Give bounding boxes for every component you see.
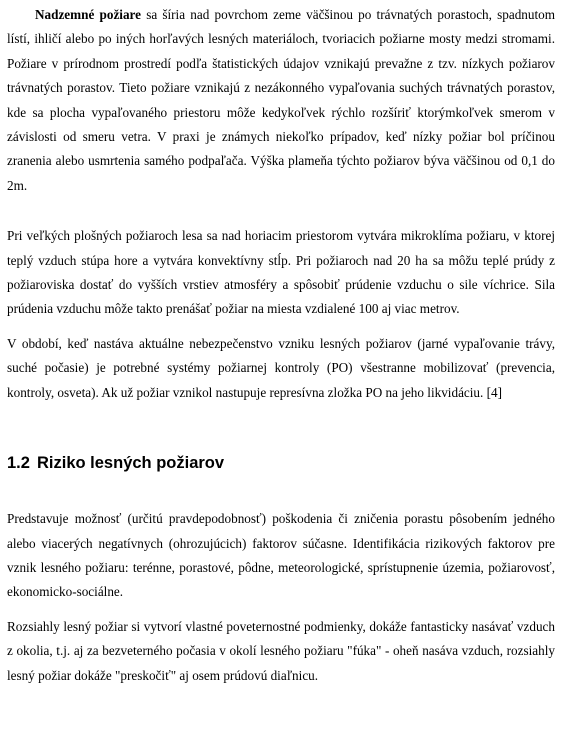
paragraph-surface-fires (7, 0, 555, 198)
paragraph-large-fires: Pri veľkých plošných požiaroch lesa sa nad horiacim priestorom vytvára mikroklíma požiaru, v ktorej teplý vzduch stúpa hore a vytvára konvektívny stĺp. Pri požiaroch nad 20 ha sa môžu teplé prúdy z požiaroviska dostať do vyšších vrstiev atmosféry a spôsobiť prúdenie vzduchu o sile víchrice. Sila prúdenia vzduchu môže takto prenášať požiar na miesta vzdialené 100 aj viac metrov. (7, 228, 555, 317)
section-heading (7, 451, 555, 475)
section-number: 1.2 (7, 454, 30, 473)
paragraph-risk-definition: Predstavuje možnosť (určitú pravdepodobnosť) poškodenia či zničenia porastu pôsobením jedného alebo viacerých negatívnych (ohrozujúcich) faktorov súčasne. Identifikácia rizikových faktorov pre vznik lesného požiaru: terénne, porastové, pôdne, meteorologické, sprístupnenie územia, požiarovosť, ekonomicko-sociálne. (7, 511, 555, 600)
section-spacer (7, 475, 555, 507)
paragraph-lead-term: Nadzemné požiare (35, 7, 142, 22)
section-title: Riziko lesných požiarov (37, 454, 225, 473)
paragraph-body: sa šíria nad povrchom zeme väčšinou po trávnatých porastoch, spadnutom lístí, ihličí alebo po iných horľavých lesných materiáloch, tvoriacich požiarne mosty medzi stromami. Požiare v prírodnom prostredí podľa štatistických údajov vznikajú prevažne z tzv. nízkych požiarov trávnatých porastov. Tieto požiare vznikajú z nezákonného vypaľovania suchých trávnatých porastov, kde sa plocha vypaľovaného priestoru môže kedykoľvek rýchlo rozšíriť ktorýmkoľvek smerom v závislosti od smeru vetra. V praxi je známych niekoľko prípadov, keď nízky požiar bol príčinou zranenia alebo usmrtenia samého podpaľača. Výška plameňa týchto požiarov býva väčšinou od 0,1 do 2m. (7, 7, 556, 193)
paragraph-large-fire-weather: Rozsiahly lesný požiar si vytvorí vlastné poveternostné podmienky, dokáže fantasticky nasávať vzduch z okolia, t.j. aj za bezveterného počasia v okolí lesného požiaru "fúka" - oheň nasáva vzduch, rozsiahly lesný požiar dokáže "preskočiť" aj osem prúdovú diaľnicu. (7, 618, 555, 683)
paragraph-fire-season: V období, keď nastáva aktuálne nebezpečenstvo vzniku lesných požiarov (jarné vypaľovanie trávy, suché počasie) je potrebné systémy požiarnej kontroly (PO) všestranne mobilizovať (prevencia, kontroly, osveta). Ak už požiar vznikol nastupuje represívna zložka PO na jeho likvidáciu. [4] (7, 335, 555, 400)
